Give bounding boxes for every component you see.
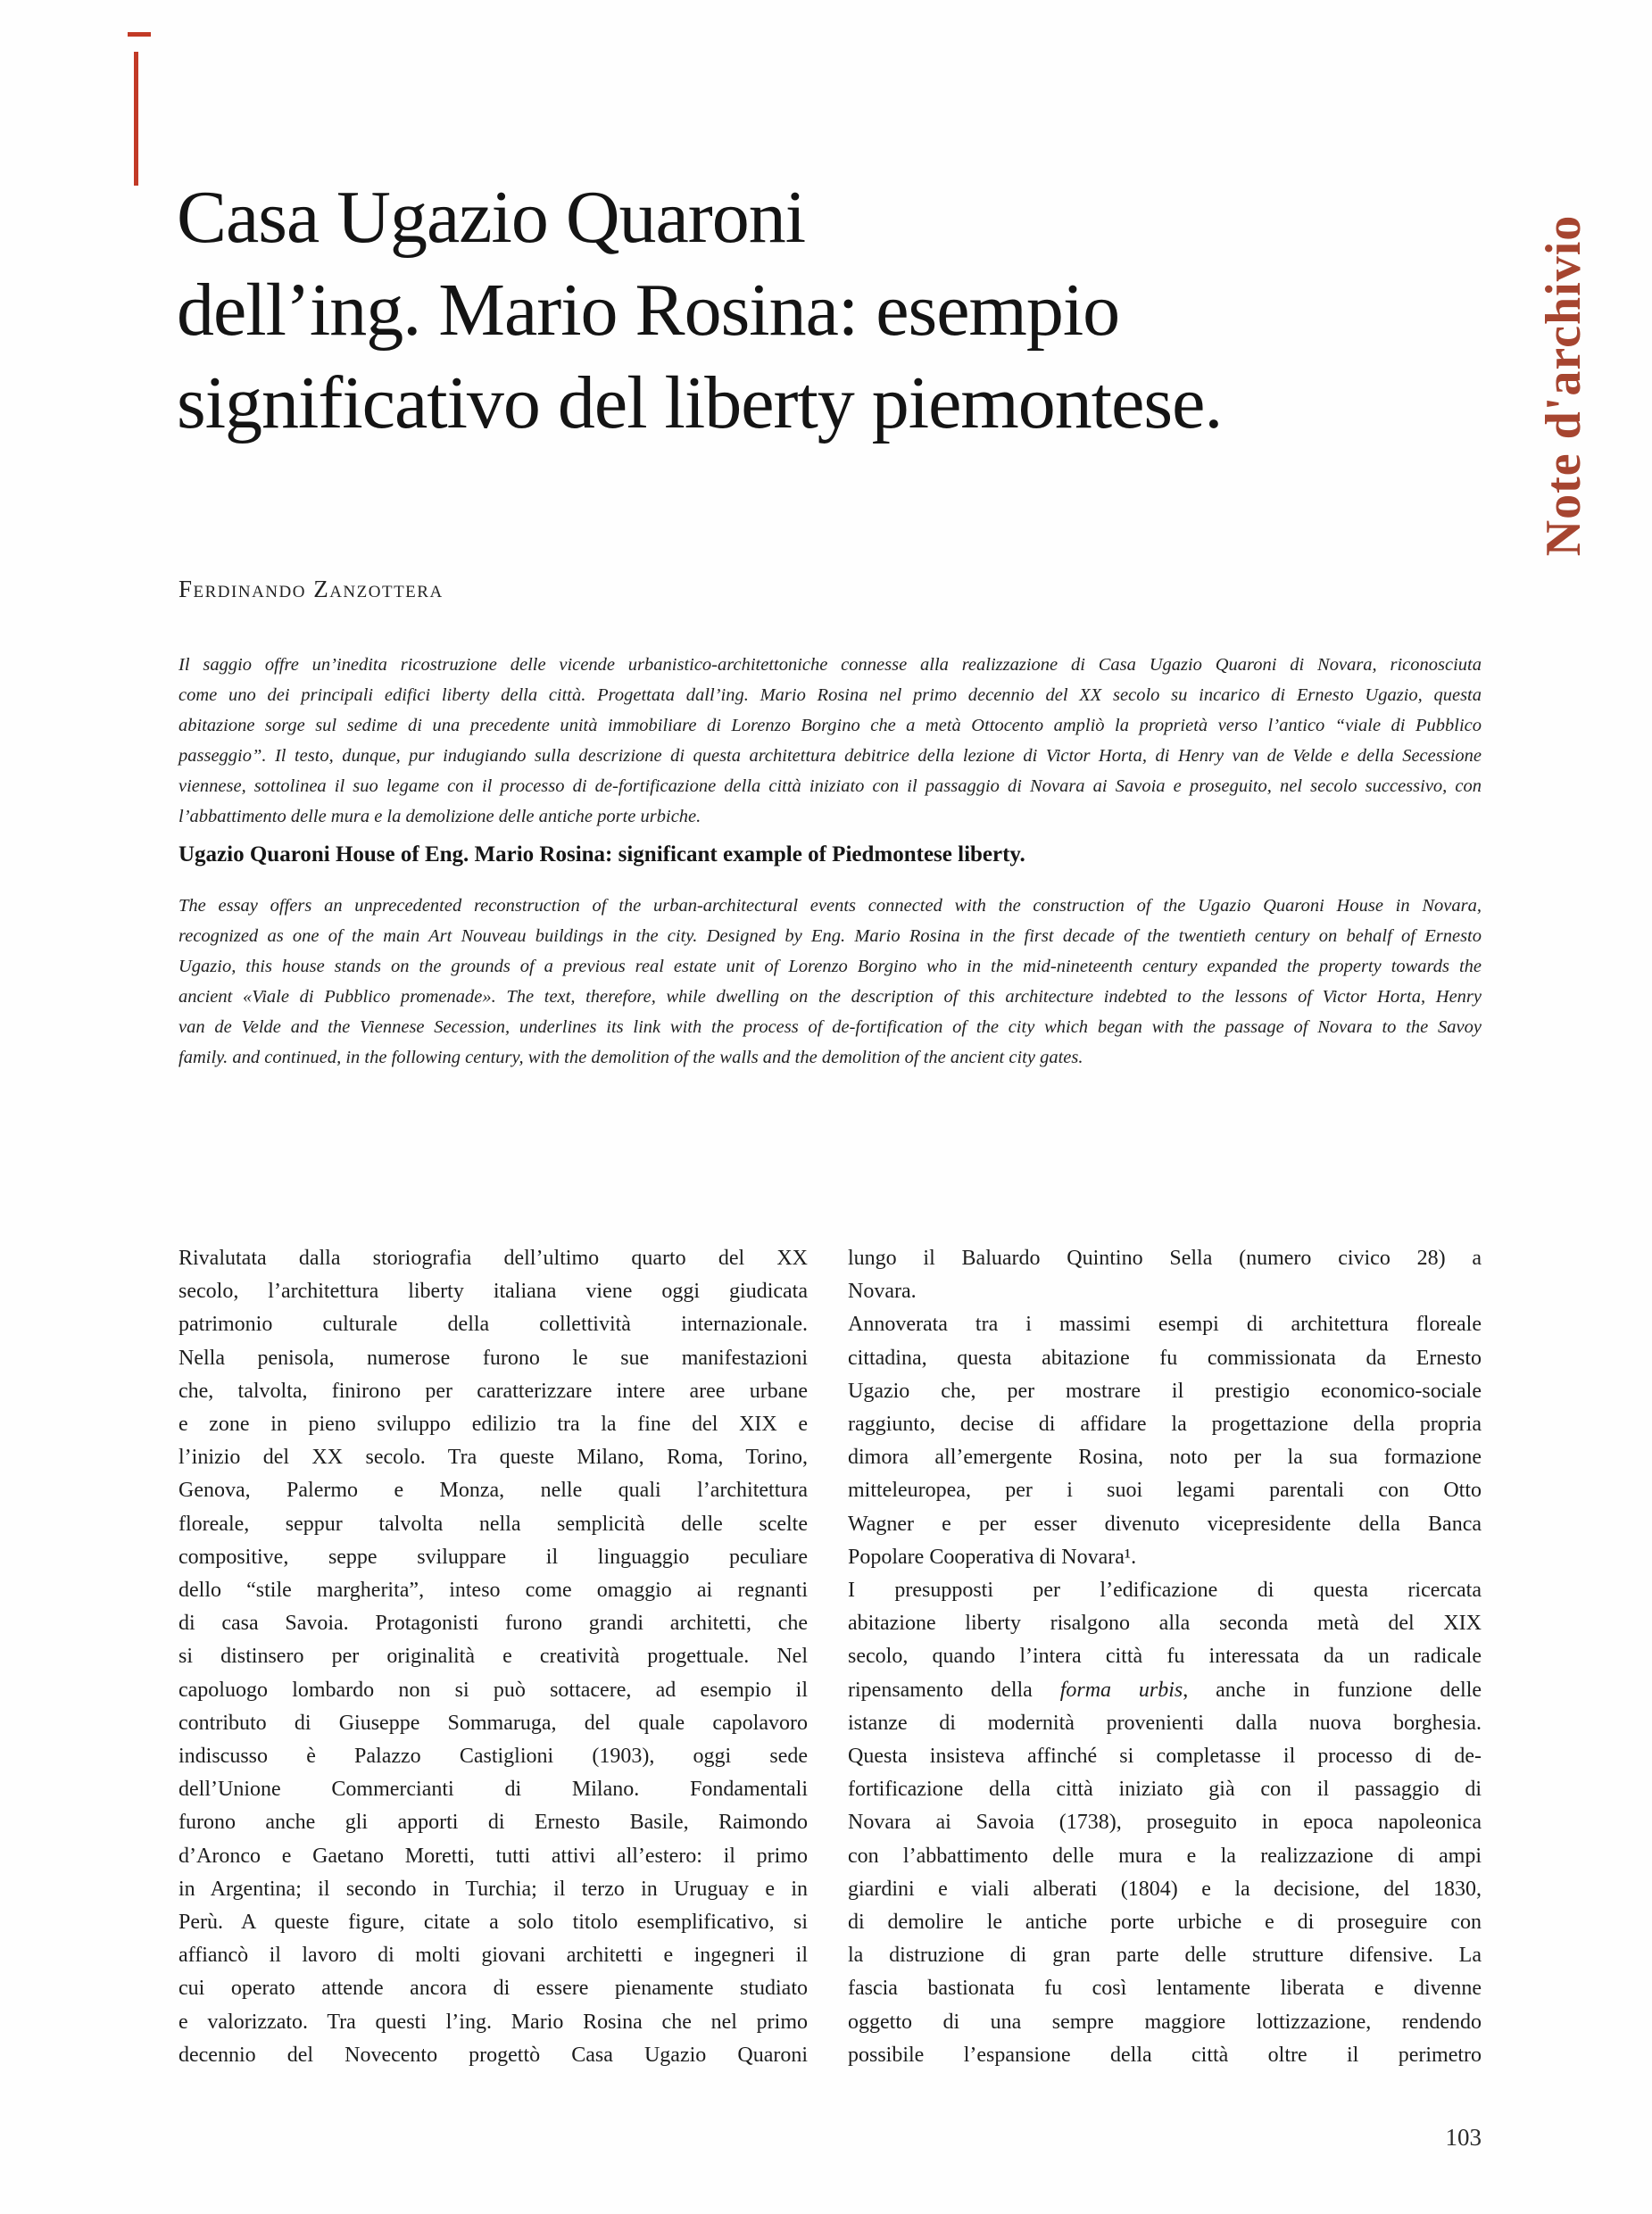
text-line: l’abbattimento delle mura e la demolizione delle antiche porte urbiche.	[178, 807, 701, 826]
text-line: raggiunto, decise di affidare la progettazione della propria	[848, 1413, 1482, 1437]
text-line: Novara.	[848, 1280, 917, 1304]
text-line: giardini e viali alberati (1804) e la decisione, del 1830,	[848, 1877, 1482, 1901]
text-line: significativo del liberty piemontese.	[177, 361, 1223, 444]
text-line: dell’ing. Mario Rosina: esempio	[177, 269, 1120, 352]
text-line: indiscusso è Palazzo Castiglioni (1903), oggi sede	[178, 1745, 808, 1769]
text-line: capoluogo lombardo non si può sottacere, ad esempio il	[178, 1678, 808, 1702]
text-line: fascia bastionata fu così lentamente liberata e divenne	[848, 1977, 1482, 2001]
text-line: Novara ai Savoia (1738), proseguito in epoca napoleonica	[848, 1811, 1482, 1835]
text-line: cittadina, questa abitazione fu commissionata da Ernesto	[848, 1346, 1482, 1370]
author-name: Ferdinando Zanzottera	[178, 576, 444, 602]
text-line: in Argentina; il secondo in Turchia; il terzo in Uruguay e in	[178, 1877, 808, 1901]
text-line: Annoverata tra i massimi esempi di architettura floreale	[848, 1313, 1482, 1337]
text-line: contributo di Giuseppe Sommaruga, del quale capolavoro	[178, 1711, 808, 1735]
text-line: possibile l’espansione della città oltre il perimetro	[848, 2043, 1482, 2067]
text-line: van de Velde and the Viennese Secession, underlines its link with the process of de-fortification of the city which began with the passage of Novara to the Savoy	[178, 1017, 1482, 1037]
text-line: di demolire le antiche porte urbiche e di proseguire con	[848, 1911, 1482, 1935]
text-line: si distinsero per originalità e creatività progettuale. Nel	[178, 1645, 808, 1669]
text-line: Popolare Cooperativa di Novara¹.	[848, 1545, 1137, 1569]
text-line: con l’abbattimento delle mura e la realizzazione di ampi	[848, 1844, 1482, 1868]
text-line: dimora all’emergente Rosina, noto per la sua formazione	[848, 1446, 1482, 1470]
text-line: e zone in pieno sviluppo edilizio tra la fine del XIX e	[178, 1413, 808, 1437]
text-line: abitazione liberty risalgono alla seconda metà del XIX	[848, 1612, 1482, 1636]
text-line: family. and continued, in the following century, with the demolition of the walls and the demolition of the ancient city gates.	[178, 1048, 1083, 1067]
page-title	[177, 171, 1444, 450]
text-line: affiancò il lavoro di molti giovani architetti e ingegneri il	[178, 1944, 808, 1968]
text-line: secolo, quando l’intera città fu interessata da un radicale	[848, 1645, 1482, 1669]
text-line: e valorizzato. Tra questi l’ing. Mario Rosina che nel primo	[178, 2010, 808, 2034]
section-label-vertical: Note d'archivio	[1536, 214, 1591, 557]
heading-english: Ugazio Quaroni House of Eng. Mario Rosina: significant example of Piedmontese liberty.	[178, 842, 1025, 867]
text-line: Il saggio offre un’inedita ricostruzione delle vicende urbanistico-architettoniche connesse alla realizzazione di Casa Ugazio Quaroni di Novara, riconosciuta	[178, 655, 1482, 675]
text-line: secolo, l’architettura liberty italiana viene oggi giudicata	[178, 1280, 808, 1304]
text-line: The essay offers an unprecedented reconstruction of the urban-architectural events connected with the construction of the Ugazio Quaroni House in Novara,	[178, 896, 1482, 916]
text-line: fortificazione della città iniziato già con il passaggio di	[848, 1778, 1482, 1802]
text-line: I presupposti per l’edificazione di questa ricercata	[848, 1579, 1482, 1603]
text-line: l’inizio del XX secolo. Tra queste Milano, Roma, Torino,	[178, 1446, 808, 1470]
text-line: Casa Ugazio Quaroni	[177, 176, 806, 259]
text-line: ripensamento della forma urbis, anche in funzione delle	[848, 1678, 1482, 1702]
text-line: passeggio”. Il testo, dunque, pur indugiando sulla descrizione di questa architettura debitrice della lezione di Victor Horta, di Henry van de Velde e della Secessione	[178, 746, 1482, 766]
body-column-right	[848, 1242, 1482, 2072]
abstract-italian	[178, 650, 1482, 832]
text-line: viennese, sottolinea il suo legame con il processo di de-fortificazione della città iniziato con il passaggio di Novara ai Savoia e proseguito, nel secolo successivo, con	[178, 776, 1482, 796]
text-line: floreale, seppur talvolta nella semplicità delle scelte	[178, 1512, 808, 1536]
text-line: istanze di modernità provenienti dalla nuova borghesia.	[848, 1711, 1482, 1735]
text-line: dell’Unione Commercianti di Milano. Fondamentali	[178, 1778, 808, 1802]
text-line: di casa Savoia. Protagonisti furono grandi architetti, che	[178, 1612, 808, 1636]
text-line: cui operato attende ancora di essere pienamente studiato	[178, 1977, 808, 2001]
text-line: d’Aronco e Gaetano Moretti, tutti attivi all’estero: il primo	[178, 1844, 808, 1868]
text-line: abitazione sorge sul sedime di una precedente unità immobiliare di Lorenzo Borgino che a metà Ottocento ampliò la proprietà verso l’antico “viale di Pubblico	[178, 716, 1482, 735]
text-line: mitteleuropea, per i suoi legami parentali con Otto	[848, 1479, 1482, 1503]
text-line: che, talvolta, finirono per caratterizzare intere aree urbane	[178, 1379, 808, 1403]
text-line: compositive, seppe sviluppare il linguaggio peculiare	[178, 1545, 808, 1569]
page-number: 103	[1445, 2124, 1482, 2151]
text-line: lungo il Baluardo Quintino Sella (numero civico 28) a	[848, 1247, 1482, 1270]
text-line: dello “stile margherita”, inteso come omaggio ai regnanti	[178, 1579, 808, 1603]
text-line: Ugazio, this house stands on the grounds of a previous real estate unit of Lorenzo Borgino who in the mid-nineteenth century expanded the property towards the	[178, 957, 1482, 976]
text-line: Questa insisteva affinché si completasse il processo di de-	[848, 1745, 1482, 1769]
text-line: Perù. A queste figure, citate a solo titolo esemplificativo, si	[178, 1911, 808, 1935]
text-line: recognized as one of the main Art Nouveau buildings in the city. Designed by Eng. Mario Rosina in the first decade of the twentieth century on behalf of Ernesto	[178, 926, 1482, 946]
abstract-english	[178, 891, 1482, 1073]
registration-mark-vertical-icon	[134, 52, 138, 186]
text-line: Nella penisola, numerose furono le sue manifestazioni	[178, 1346, 808, 1370]
body-column-left	[178, 1242, 808, 2072]
text-line: ancient «Viale di Pubblico promenade». The text, therefore, while dwelling on the description of this architecture indebted to the lessons of Victor Horta, Henry	[178, 987, 1482, 1007]
registration-mark-horizontal-icon	[128, 32, 151, 37]
text-line: oggetto di una sempre maggiore lottizzazione, rendendo	[848, 2010, 1482, 2034]
text-line: Rivalutata dalla storiografia dell’ultimo quarto del XX	[178, 1247, 808, 1270]
text-line: furono anche gli apporti di Ernesto Basile, Raimondo	[178, 1811, 808, 1835]
text-line: Genova, Palermo e Monza, nelle quali l’architettura	[178, 1479, 808, 1503]
text-line: la distruzione di gran parte delle strutture difensive. La	[848, 1944, 1482, 1968]
text-line: Ugazio che, per mostrare il prestigio economico-sociale	[848, 1379, 1482, 1403]
text-line: patrimonio culturale della collettività internazionale.	[178, 1313, 808, 1337]
text-line: decennio del Novecento progettò Casa Ugazio Quaroni	[178, 2043, 808, 2067]
text-line: come uno dei principali edifici liberty della città. Progettata dall’ing. Mario Rosina nel primo decennio del XX secolo su incarico di Ernesto Ugazio, questa	[178, 685, 1482, 705]
text-line: Wagner e per esser divenuto vicepresidente della Banca	[848, 1512, 1482, 1536]
